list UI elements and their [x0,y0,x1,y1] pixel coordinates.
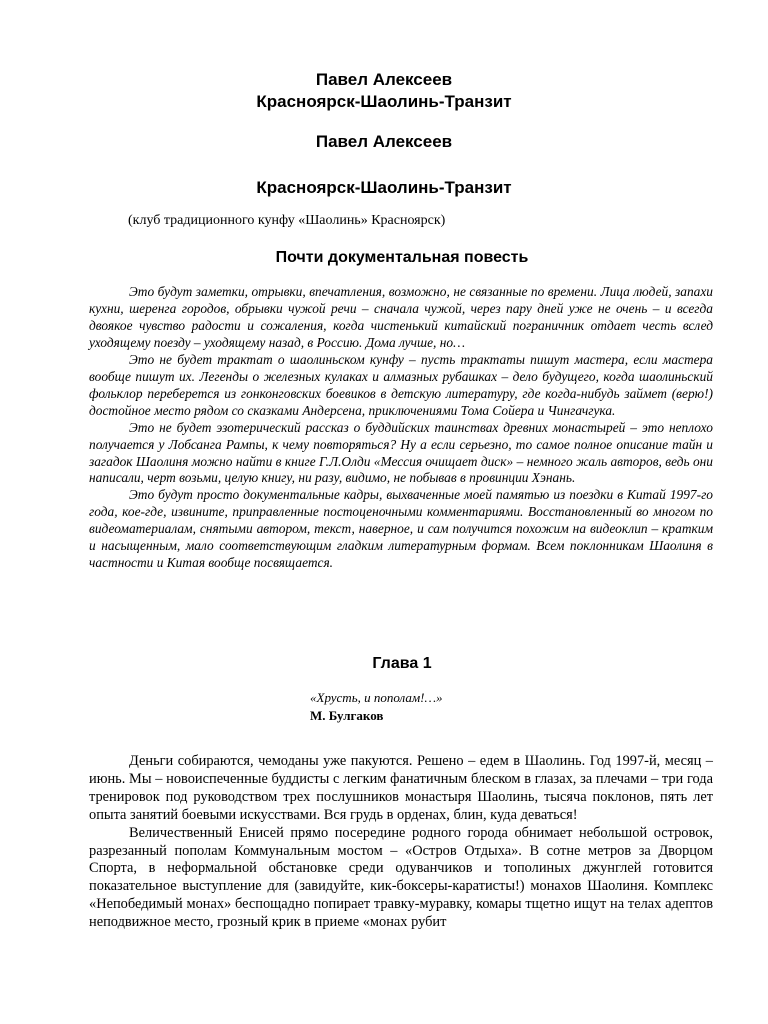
intro-paragraph: Это не будет трактат о шаолиньском кунфу – пусть трактаты пишут мастера, если мастера вообще пишут их. Легенды о железных кулаках и алмазных рубашках – дело будущего, когда шаолиньский фольклор переберется из гонконговских боевиков в детскую литературу, где когда-нибудь займет (верю!) достойное место рядом со сказками Андерсена, приключениями Тома Сойера и Чингачгука. [89,351,713,418]
genre-subtitle: Почти документальная повесть [275,249,529,266]
body-paragraph: Деньги собираются, чемоданы уже пакуются. Решено – едем в Шаолинь. Год 1997-й, месяц – июнь. Мы – новоиспеченные буддисты с легким фанатичным блеском в глазах, за плечами – три года тренировок под руководством трех послушников монастыря Шаолинь, тысяча поклонов, пять лет опыта занятий боевыми искусствами. Вся грудь в орденах, блин, куда деваться! [89,753,713,823]
chapter-body [89,753,713,932]
author-name: Павел Алексеев [315,70,453,89]
intro-section [89,284,713,572]
author-name-repeat: Павел Алексеев [315,132,453,151]
chapter-title: Глава 1 [372,655,432,672]
epigraph-author: М. Булгаков [310,708,384,723]
epigraph [310,689,443,725]
intro-paragraph: Это будут просто документальные кадры, выхваченные моей памятью из поездки в Китай 1997-го года, кое-где, извините, приправленные постоценочными комментариями. Восстановленный во многом по видеоматериалам, снятыми автором, текст, наверное, и сам получится похожим на видеоклип – кратким и насыщенным, мало соответствующим гладким литературным формам. Всем поклонникам Шаолиня в частности и Китая вообще посвящается. [89,487,713,571]
body-paragraph: Величественный Енисей прямо посередине родного города обнимает небольшой островок, разрезанный пополам Коммунальным мостом – «Остров Отдыха». В сотне метров за Дворцом Спорта, в неформальной обстановке среди одуванчиков и тополиных джунглей готовится показательное выступление для (завидуйте, кик-боксеры-каратисты!) монахов Шаолиня. Комплекс «Непобедимый монах» беспощадно попирает травку-муравку, комары тщетно ищут на телах адептов неподвижное место, грозный крик в приеме «монах рубит [89,824,713,931]
title-header [0,69,768,113]
book-title: Красноярск-Шаолинь-Транзит [256,92,512,111]
epigraph-quote: «Хрусть, и пополам!…» [310,690,443,705]
intro-paragraph: Это не будет эзотерический рассказ о буддийских таинствах древних монастырей – это неплохо получается у Лобсанга Рампы, к чему повторяться? Ну а если серьезно, то самое полное описание тайн и загадок Шаолиня можно найти в книге Г.Л.Олди «Мессия очищает диск» – немного жаль авторов, ведь они написали, черт возьми, целую книгу, ни разу, видимо, не побывав в провинции Хэнань. [89,419,713,486]
intro-paragraph: Это будут заметки, отрывки, впечатления, возможно, не связанные по времени. Лица людей, запахи кухни, шеренга городов, обрывки чужой речи – сначала чужой, через пару дней уже не очень – и всегда двоякое чувство радости и сожаления, когда чистенький китайский пограничник отдает честь вслед уходящему поезду – уходящему назад, в Россию. Дома лучше, но… [89,284,713,350]
club-note: (клуб традиционного кунфу «Шаолинь» Красноярск) [128,213,446,228]
book-title-repeat: Красноярск-Шаолинь-Транзит [256,178,512,197]
